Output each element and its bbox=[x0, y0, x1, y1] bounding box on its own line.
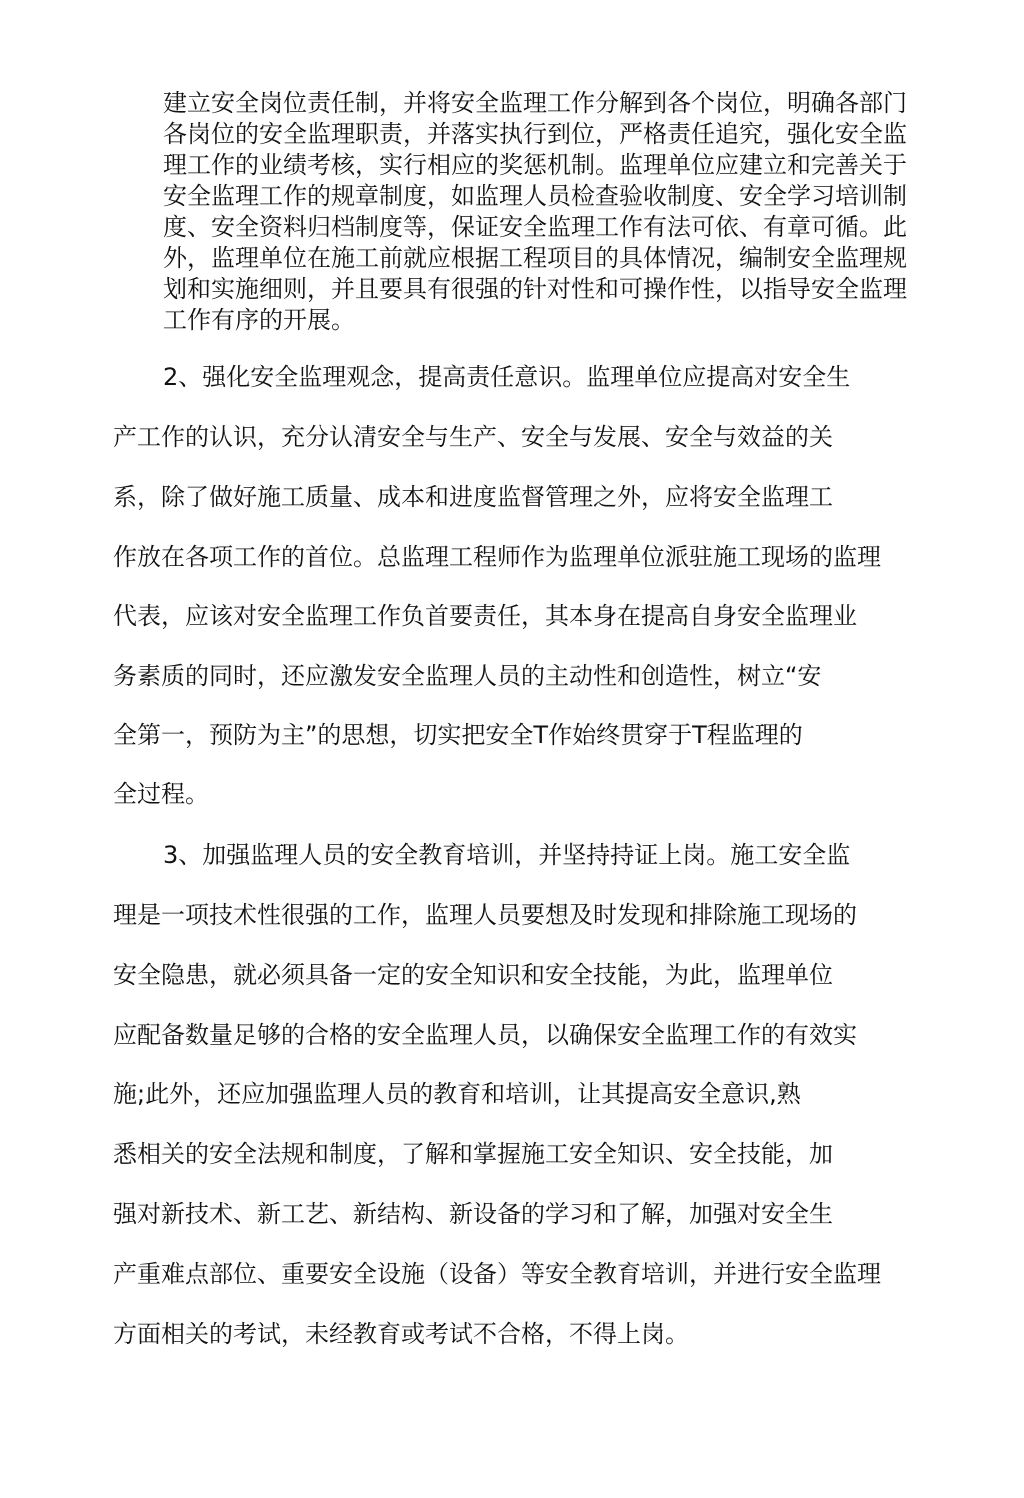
text-line: 安全隐患，就必须具备一定的安全知识和安全技能，为此，监理单位 bbox=[113, 961, 833, 989]
text-line: 代表，应该对安全监理工作负首要责任，其本身在提高自身安全监理业 bbox=[113, 602, 857, 630]
text-line: 各岗位的安全监理职责，并落实执行到位，严格责任追究，强化安全监 bbox=[163, 120, 907, 148]
text-line: 强对新技术、新工艺、新结构、新设备的学习和了解，加强对安全生 bbox=[113, 1200, 833, 1228]
text-line: 全过程。 bbox=[113, 780, 209, 808]
text-line: 系，除了做好施工质量、成本和进度监督管理之外，应将安全监理工 bbox=[113, 483, 833, 511]
text-line: 施;此外，还应加强监理人员的教育和培训，让其提高安全意识,熟 bbox=[113, 1080, 801, 1108]
text-line: 理是一项技术性很强的工作，监理人员要想及时发现和排除施工现场的 bbox=[113, 901, 857, 929]
text-line: 划和实施细则，并且要具有很强的针对性和可操作性，以指导安全监理 bbox=[163, 275, 907, 303]
text-line: 安全监理工作的规章制度，如监理人员检查验收制度、安全学习培训制 bbox=[163, 182, 907, 210]
text-line: 建立安全岗位责任制，并将安全监理工作分解到各个岗位，明确各部门 bbox=[163, 89, 907, 117]
text-line: 全第一，预防为主”的思想，切实把安全T作始终贯穿于T程监理的 bbox=[113, 721, 803, 749]
text-line: 度、安全资料归档制度等，保证安全监理工作有法可依、有章可循。此 bbox=[163, 213, 907, 241]
text-line: 工作有序的开展。 bbox=[163, 306, 355, 334]
text-line: 外，监理单位在施工前就应根据工程项目的具体情况，编制安全监理规 bbox=[163, 244, 907, 272]
text-line: 作放在各项工作的首位。总监理工程师作为监理单位派驻施工现场的监理 bbox=[113, 543, 881, 571]
text-line: 应配备数量足够的合格的安全监理人员，以确保安全监理工作的有效实 bbox=[113, 1021, 857, 1049]
text-line: 产工作的认识，充分认清安全与生产、安全与发展、安全与效益的关 bbox=[113, 423, 833, 451]
text-line: 务素质的同时，还应激发安全监理人员的主动性和创造性，树立“安 bbox=[113, 662, 822, 690]
text-line: 2、强化安全监理观念，提高责任意识。监理单位应提高对安全生 bbox=[163, 363, 851, 391]
text-line: 理工作的业绩考核，实行相应的奖惩机制。监理单位应建立和完善关于 bbox=[163, 151, 907, 179]
text-line: 产重难点部位、重要安全设施（设备）等安全教育培训，并进行安全监理 bbox=[113, 1260, 881, 1288]
text-line: 悉相关的安全法规和制度，了解和掌握施工安全知识、安全技能，加 bbox=[113, 1140, 833, 1168]
text-line: 方面相关的考试，未经教育或考试不合格，不得上岗。 bbox=[113, 1320, 689, 1348]
text-line: 3、加强监理人员的安全教育培训，并坚持持证上岗。施工安全监 bbox=[163, 841, 851, 869]
